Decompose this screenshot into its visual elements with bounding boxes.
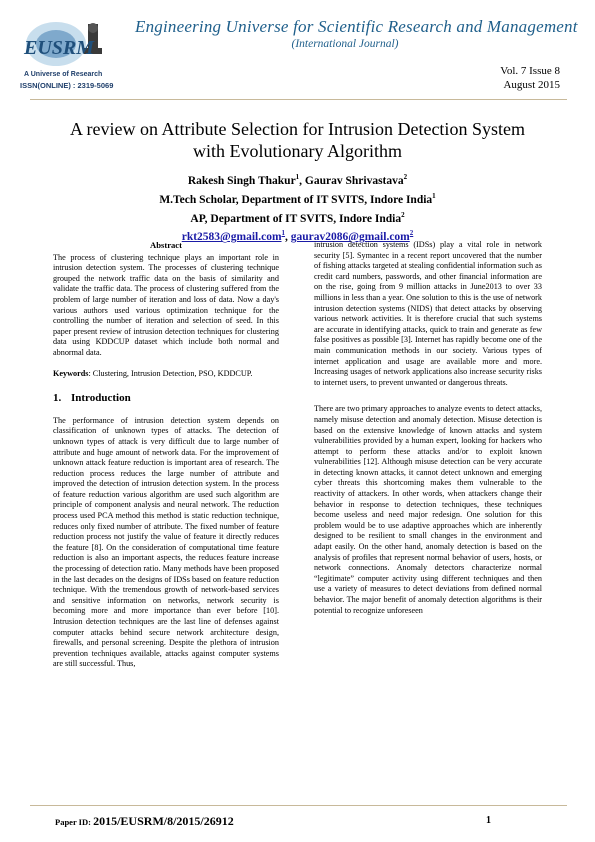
title-line-1: A review on Attribute Selection for Intrusion Detection System: [70, 119, 525, 139]
email-1-sup: 1: [281, 229, 286, 238]
section-number: 1.: [53, 392, 62, 405]
section-title: Introduction: [71, 392, 131, 405]
header-divider: [30, 99, 567, 100]
paper-id-value: 2015/EUSRM/8/2015/26912: [93, 814, 234, 828]
keywords-text: : Clustering, Intrusion Detection, PSO, KDDCUP.: [88, 368, 253, 378]
volume-issue: Vol. 7 Issue 8: [500, 65, 560, 77]
left-column: [53, 240, 279, 680]
abstract-heading: Abstract: [150, 240, 182, 250]
issue-info: [440, 64, 560, 92]
author-2-sup: 2: [403, 173, 408, 181]
intro-paragraph-3: There are two primary approaches to analyze events to detect attacks, namely misuse detection and anomaly detection. Misuse detection is based on the extensive knowledge of known attacks and system vulnerabilities provided by a human expert, looking for hackers who attempt to perform these attacks and/or to exploit known vulnerabilities [12]. Although misuse detection can be very accurate in detecting known attacks, it cannot detect unknown and emerging cyber threats this shortcoming makes them vulnerable to the reactivity of attackers. In other words, when attackers change their behavior in response to detection techniques, these techniques become useless and need major redesign. One solution for this problem would be to use adaptive approaches which are inherently designed to be resilient to small changes in the environment and adapt easily. On the other hand, anomaly detection is based on the analysis of profiles that represent normal behavior of users, hosts, or network connections. Anomaly detectors characterize normal “legitimate” computer activity using different techniques and then use a variety of measures to detect deviations from defined normal behavior. The major benefit of anomaly detection algorithms is their potential to recognize unforeseen: [314, 404, 542, 615]
email-separator: ,: [285, 231, 291, 244]
paper-id: [55, 814, 234, 829]
affiliation-2-text: AP, Department of IT SVITS, Indore India: [190, 212, 402, 225]
affiliation-1-sup: 1: [432, 191, 436, 200]
author-names: [30, 170, 565, 189]
affiliation-1: [30, 189, 565, 208]
logo-wordmark: EUSRM: [24, 37, 95, 59]
footer-divider: [30, 805, 567, 806]
journal-logo: [18, 18, 128, 98]
author-1-sup: 1: [295, 173, 300, 181]
journal-subtitle: (International Journal): [291, 38, 399, 50]
affiliation-1-text: M.Tech Scholar, Department of IT SVITS, Indore India: [159, 193, 433, 206]
paper-id-label: Paper ID:: [55, 817, 94, 827]
right-column: [314, 240, 542, 626]
keywords: [53, 369, 279, 380]
title-line-2: with Evolutionary Algorithm: [193, 141, 402, 161]
intro-paragraph-2: intrusion detection systems (IDSs) play a vital role in network security [5]. Symantec in a recent report uncovered that the number of fishing attacks targeted at stealing confidential information such as credit card numbers, passwords, and other financial information are on the rise, going from 9 million attacks in June2013 to over 33 millions in less than a year. One solution to this is the use of network intrusion detection systems (NIDS) that detect attacks by observing various network activities. It is therefore crucial that such systems are accurate in identifying attacks, quick to train and generate as few false positives as possible [3]. Internet has rapidly become one of the main communication methods in our society. Various types of internet application and usage are available more and more. Increasing usages of network applications also increase security risks to internet users, to prevent unwanted or dangerous threats.: [314, 240, 542, 387]
section-heading-introduction: [53, 393, 279, 404]
affiliation-2-sup: 2: [401, 210, 405, 219]
paper-title: [30, 118, 565, 162]
author-2: Gaurav Shrivastava: [304, 174, 404, 187]
keywords-label: Keywords: [53, 368, 89, 378]
logo-issn: ISSN(ONLINE) : 2319-5069: [20, 81, 114, 90]
author-block: [30, 170, 565, 245]
affiliation-2: [30, 208, 565, 227]
logo-tagline: A Universe of Research: [24, 71, 103, 78]
abstract-text: The process of clustering technique plays an important role in intrusion detection system. The processes of clustering technique grouped the network traffic data on the basis of similarity and validate the traffic data. The process of clustering suffered from the problem of large number of iteration and loss of data. Now a day's various authors used various optimization technique for the controlling the number of iteration and selection of seed. In this paper present review of intrusion detection techniques for clustering data using KDDCUP dataset which include both normal and abnormal data.: [53, 252, 279, 357]
email-link-1[interactable]: rkt2583@gmail.com: [181, 231, 282, 244]
journal-title: Engineering Universe for Scientific Research and Management: [135, 17, 578, 36]
email-2-sup: 2: [409, 229, 414, 238]
issue-date: August 2015: [503, 79, 560, 91]
author-1: Rakesh Singh Thakur: [187, 174, 296, 187]
author-separator: ,: [299, 174, 305, 187]
email-link-2[interactable]: gaurav2086@gmail.com: [290, 231, 410, 244]
intro-paragraph-1: The performance of intrusion detection system depends on classification of unknown types of attacks. The detection of unknown types of attack is very difficult due to large number of attribute and huge amount of network data. For the improvement of unknown attack feature reduction is important area of research. The reduction process reduces the large number of attribute and improved the detection of intrusion detection system. In the process of feature reduction various algorithm are used such algorithm are principle of component analysis and neural network. The reduction process used PCA method this method is static reduction technique, reduces only fixed number of attribute. The fixed number of feature reduction process not justify the value of feature it directly reduces the feature [8]. On the consideration of computational time feature reduction is also an important aspects, the reduces feature increase the processing of detection ratio. Many methods have been proposed in the last decades on the designs of IDSs based on feature reduction technique. With the tremendous growth of network-based services and sensitive information on networks, network security is becoming more and more importance than ever before [10]. Intrusion detection techniques are the last line of defenses against computer attacks behind secure network architecture design, firewalls, and personal screening. Despite the plethora of intrusion prevention techniques available, attacks against computer systems are still successful. Thus,: [53, 415, 279, 669]
page-number: 1: [486, 815, 491, 826]
